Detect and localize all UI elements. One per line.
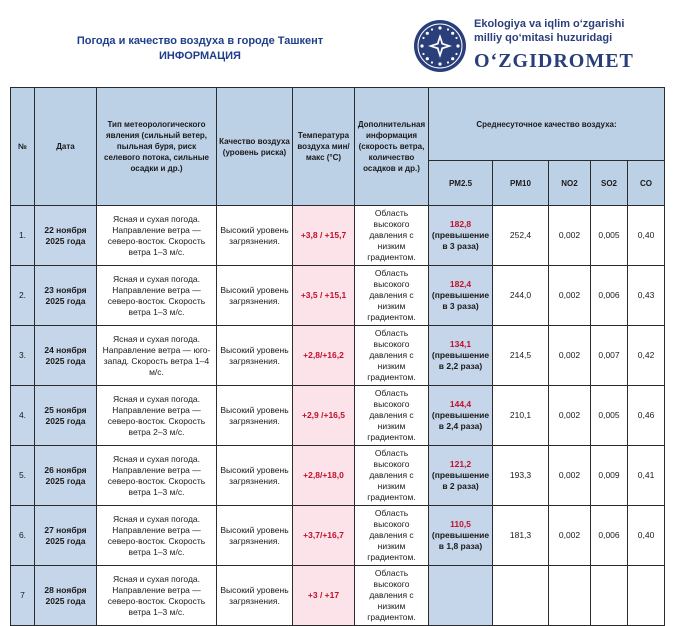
cell-pm10: 252,4 (493, 206, 549, 266)
pm25-value: 182,8 (449, 219, 472, 229)
logo-name: O‘ZGIDROMET (474, 50, 634, 72)
col-header-no: № (11, 88, 35, 206)
agency-emblem-icon (412, 18, 468, 74)
col-header-co: CO (628, 161, 665, 206)
cell-temperature: +3,5 / +15,1 (293, 266, 355, 326)
col-header-quality: Качество воздуха (уровень риска) (217, 88, 293, 206)
pm25-value: 144,4 (449, 399, 472, 409)
title-line: Погода и качество воздуха в городе Ташкент (76, 35, 324, 47)
col-header-pm10: PM10 (493, 161, 549, 206)
logo-text-line: milliy qo‘mitasi huzuridagi (474, 32, 613, 44)
cell-no: 5. (11, 446, 35, 506)
cell-temperature: +3,8 / +15,7 (293, 206, 355, 266)
cell-no2: 0,002 (549, 266, 591, 326)
cell-no2: 0,002 (549, 506, 591, 566)
cell-weather: Ясная и сухая погода. Направление ветра — северо-восток. Скорость ветра 1–3 м/с. (97, 266, 217, 326)
cell-no2: 0,002 (549, 446, 591, 506)
pm25-exceedance: (превышение в 3 раза) (431, 230, 490, 251)
cell-so2: 0,005 (591, 206, 628, 266)
cell-no: 4. (11, 386, 35, 446)
title-subheading: ИНФОРМАЦИЯ (159, 50, 241, 62)
cell-weather: Ясная и сухая погода. Направление ветра — юго-запад. Скорость ветра 1–4 м/с. (97, 326, 217, 386)
cell-date: 28 ноября 2025 года (35, 566, 97, 626)
cell-no: 3. (11, 326, 35, 386)
cell-extra: Область высокого давления с низким градиентом. (355, 266, 429, 326)
cell-co: 0,41 (628, 446, 665, 506)
cell-extra: Область высокого давления с низким градиентом. (355, 506, 429, 566)
pm25-exceedance: (превышение в 2,2 раза) (431, 350, 490, 371)
cell-date: 25 ноября 2025 года (35, 386, 97, 446)
cell-no2 (549, 566, 591, 626)
cell-pm25 (429, 386, 493, 446)
cell-date: 26 ноября 2025 года (35, 446, 97, 506)
table-row (11, 206, 665, 266)
cell-pm10: 181,3 (493, 506, 549, 566)
table-row (11, 446, 665, 506)
cell-pm25 (429, 566, 493, 626)
cell-quality: Высокий уровень загрязнения. (217, 326, 293, 386)
table-row (11, 506, 665, 566)
table-row (11, 566, 665, 626)
cell-co: 0,42 (628, 326, 665, 386)
cell-quality: Высокий уровень загрязнения. (217, 206, 293, 266)
cell-no: 2. (11, 266, 35, 326)
pm25-value: 121,2 (449, 459, 472, 469)
cell-quality: Высокий уровень загрязнения. (217, 566, 293, 626)
cell-no2: 0,002 (549, 386, 591, 446)
cell-temperature: +2,9 /+16,5 (293, 386, 355, 446)
logo-text-line: Ekologiya va iqlim o‘zgarishi (474, 18, 625, 30)
cell-co: 0,43 (628, 266, 665, 326)
cell-so2: 0,007 (591, 326, 628, 386)
col-header-extra: Дополнительная информация (скорость ветра, количество осадков и др.) (355, 88, 429, 206)
cell-weather: Ясная и сухая погода. Направление ветра — северо-восток. Скорость ветра 1–3 м/с. (97, 566, 217, 626)
cell-so2 (591, 566, 628, 626)
cell-extra: Область высокого давления с низким градиентом. (355, 326, 429, 386)
col-header-date: Дата (35, 88, 97, 206)
cell-quality: Высокий уровень загрязнения. (217, 446, 293, 506)
cell-co: 0,40 (628, 506, 665, 566)
cell-co: 0,46 (628, 386, 665, 446)
cell-weather: Ясная и сухая погода. Направление ветра — северо-восток. Скорость ветра 2–3 м/с. (97, 386, 217, 446)
cell-pm25 (429, 326, 493, 386)
pm25-exceedance: (превышение в 2 раза) (431, 470, 490, 491)
col-header-phenomena: Тип метеорологического явления (сильный ветер, пыльная буря, риск селевого потока, сильные осадки и др.) (97, 88, 217, 206)
pm25-value: 134,1 (449, 339, 472, 349)
cell-pm10: 244,0 (493, 266, 549, 326)
cell-pm25 (429, 266, 493, 326)
cell-weather: Ясная и сухая погода. Направление ветра — северо-восток. Скорость ветра 1–3 м/с. (97, 446, 217, 506)
cell-quality: Высокий уровень загрязнения. (217, 386, 293, 446)
cell-weather: Ясная и сухая погода. Направление ветра — северо-восток. Скорость ветра 1–3 м/с. (97, 206, 217, 266)
cell-co (628, 566, 665, 626)
table-row (11, 386, 665, 446)
cell-date: 22 ноября 2025 года (35, 206, 97, 266)
pm25-exceedance: (превышение в 3 раза) (431, 290, 490, 311)
cell-no2: 0,002 (549, 326, 591, 386)
agency-logo (408, 14, 680, 80)
cell-no2: 0,002 (549, 206, 591, 266)
cell-pm10: 210,1 (493, 386, 549, 446)
col-header-so2: SO2 (591, 161, 628, 206)
cell-so2: 0,006 (591, 506, 628, 566)
cell-no: 6. (11, 506, 35, 566)
cell-date: 24 ноября 2025 года (35, 326, 97, 386)
page-title (40, 34, 360, 64)
cell-temperature: +2,8/+18,0 (293, 446, 355, 506)
col-header-pm25: PM2.5 (429, 161, 493, 206)
cell-pm10: 193,3 (493, 446, 549, 506)
cell-date: 23 ноября 2025 года (35, 266, 97, 326)
pm25-value: 110,5 (450, 519, 471, 529)
cell-pm25 (429, 506, 493, 566)
cell-extra: Область высокого давления с низким градиентом. (355, 566, 429, 626)
cell-so2: 0,009 (591, 446, 628, 506)
pm25-exceedance: (превышение в 2,4 раза) (431, 410, 490, 431)
cell-extra: Область высокого давления с низким градиентом. (355, 206, 429, 266)
cell-co: 0,40 (628, 206, 665, 266)
weather-air-quality-table (10, 87, 665, 626)
cell-date: 27 ноября 2025 года (35, 506, 97, 566)
table-header-row (11, 88, 665, 161)
cell-temperature: +3 / +17 (293, 566, 355, 626)
pm25-exceedance: (превышение в 1,8 раза) (431, 530, 490, 551)
cell-no: 7 (11, 566, 35, 626)
cell-so2: 0,005 (591, 386, 628, 446)
cell-quality: Высокий уровень загрязнения. (217, 506, 293, 566)
col-header-temperature: Температура воздуха мин/макс (°С) (293, 88, 355, 206)
pm25-value: 182,4 (449, 279, 472, 289)
cell-extra: Область высокого давления с низким градиентом. (355, 386, 429, 446)
cell-quality: Высокий уровень загрязнения. (217, 266, 293, 326)
cell-extra: Область высокого давления с низким градиентом. (355, 446, 429, 506)
table-row (11, 326, 665, 386)
cell-so2: 0,006 (591, 266, 628, 326)
cell-pm10 (493, 566, 549, 626)
col-header-daily-quality: Среднесуточное качество воздуха: (429, 88, 665, 161)
cell-no: 1. (11, 206, 35, 266)
table-row (11, 266, 665, 326)
cell-pm25 (429, 206, 493, 266)
cell-pm25 (429, 446, 493, 506)
cell-weather: Ясная и сухая погода. Направление ветра — северо-восток. Скорость ветра 1–3 м/с. (97, 506, 217, 566)
cell-temperature: +2,8/+16,2 (293, 326, 355, 386)
col-header-no2: NO2 (549, 161, 591, 206)
cell-temperature: +3,7/+16,7 (293, 506, 355, 566)
cell-pm10: 214,5 (493, 326, 549, 386)
